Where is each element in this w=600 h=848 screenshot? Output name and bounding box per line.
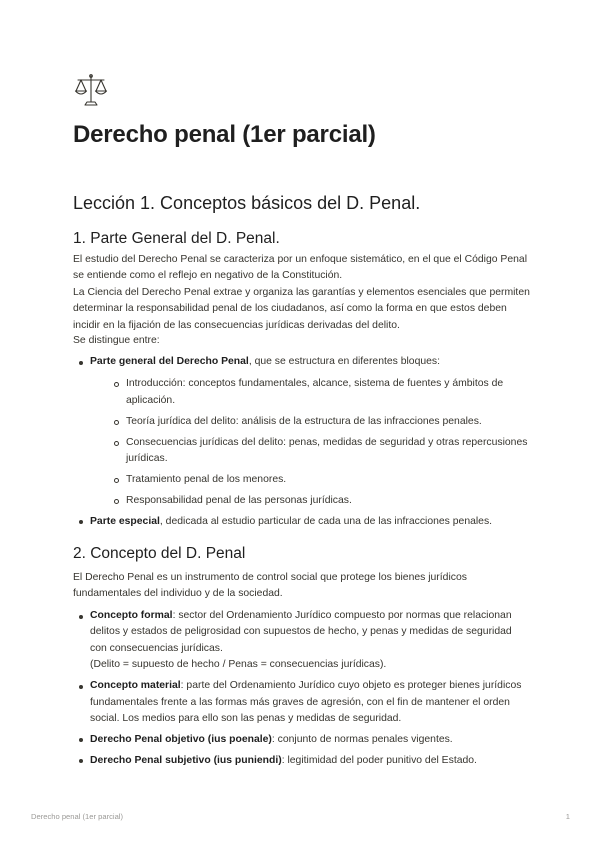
list-item [73, 753, 528, 769]
scales-of-justice-icon [73, 72, 109, 108]
section1-list [73, 354, 528, 535]
sublist-item: Introducción: conceptos fundamentales, alcance, sistema de fuentes y ámbitos de aplicación. [108, 376, 528, 409]
footer-title: Derecho penal (1er parcial) [31, 812, 124, 821]
section2-list [73, 608, 528, 774]
item-bold: Parte general del Derecho Penal [90, 356, 249, 367]
list-item [73, 732, 528, 748]
page-number: 1 [565, 812, 570, 821]
item-text: , dedicada al estudio particular de cada una de las infracciones penales. [159, 515, 493, 527]
item-bold: Derecho Penal objetivo (ius poenale) [90, 733, 272, 745]
item-text: : sector del Ordenamiento Jurídico compuesto por normas que relacionan delitos y estados de peligrosidad con supuestos de hecho, y penas y medidas de seguridad con consecuencias jurídicas. [90, 610, 512, 654]
item-text: : parte del Ordenamiento Jurídico cuyo objeto es proteger bienes jurídicos fundamentales frente a las formas más graves de agresión, con el fin de mantener el orden social. Los medios para ello son las penas y medidas de seguridad. [90, 680, 522, 724]
sublist [90, 376, 528, 509]
section1-para1: El estudio del Derecho Penal se caracteriza por un enfoque sistemático, en el que el Código Penal se entiende como el reflejo en negativo de la Constitución. [73, 254, 528, 282]
item-text: : conjunto de normas penales vigentes. [271, 733, 453, 745]
section1-intro [73, 252, 533, 334]
list-item [73, 608, 528, 674]
item-bold: Concepto formal [90, 610, 173, 621]
list-item [73, 514, 528, 530]
item-text: : legitimidad del poder punitivo del Estado. [281, 754, 477, 766]
lesson-heading: Lección 1. Conceptos básicos del D. Penal. [73, 193, 421, 213]
section2-heading: 2. Concepto del D. Penal [73, 545, 246, 562]
sublist-item: Teoría jurídica del delito: análisis de la estructura de las infracciones penales. [108, 414, 528, 430]
section2-para: El Derecho Penal es un instrumento de control social que protege los bienes jurídicos fundamentales del individuo y de la sociedad. [73, 572, 467, 600]
item-bold: Derecho Penal subjetivo (ius puniendi) [90, 754, 282, 766]
sublist-item: Responsabilidad penal de las personas jurídicas. [108, 493, 528, 509]
item-bold: Parte especial [90, 515, 160, 527]
list-item [73, 678, 528, 727]
distinguish-label: Se distingue entre: [73, 335, 160, 346]
list-item [73, 354, 528, 509]
item-text: , que se estructura en diferentes bloques: [248, 356, 441, 367]
section1-para2: La Ciencia del Derecho Penal extrae y organiza las garantías y elementos esenciales que permiten determinar la responsabilidad penal de los ciudadanos, así como la forma en que estos deben incidir en la fijación de las consecuencias jurídicas derivadas del delito. [73, 286, 530, 331]
section1-heading: 1. Parte General del D. Penal. [73, 230, 280, 247]
item-extra: (Delito = supuesto de hecho / Penas = consecuencias jurídicas). [90, 659, 387, 671]
sublist-item: Tratamiento penal de los menores. [108, 472, 528, 488]
page-title: Derecho penal (1er parcial) [73, 121, 376, 148]
item-bold: Concepto material [90, 680, 181, 692]
sublist-item: Consecuencias jurídicas del delito: penas, medidas de seguridad y otras repercusiones jurídicas. [108, 435, 528, 468]
